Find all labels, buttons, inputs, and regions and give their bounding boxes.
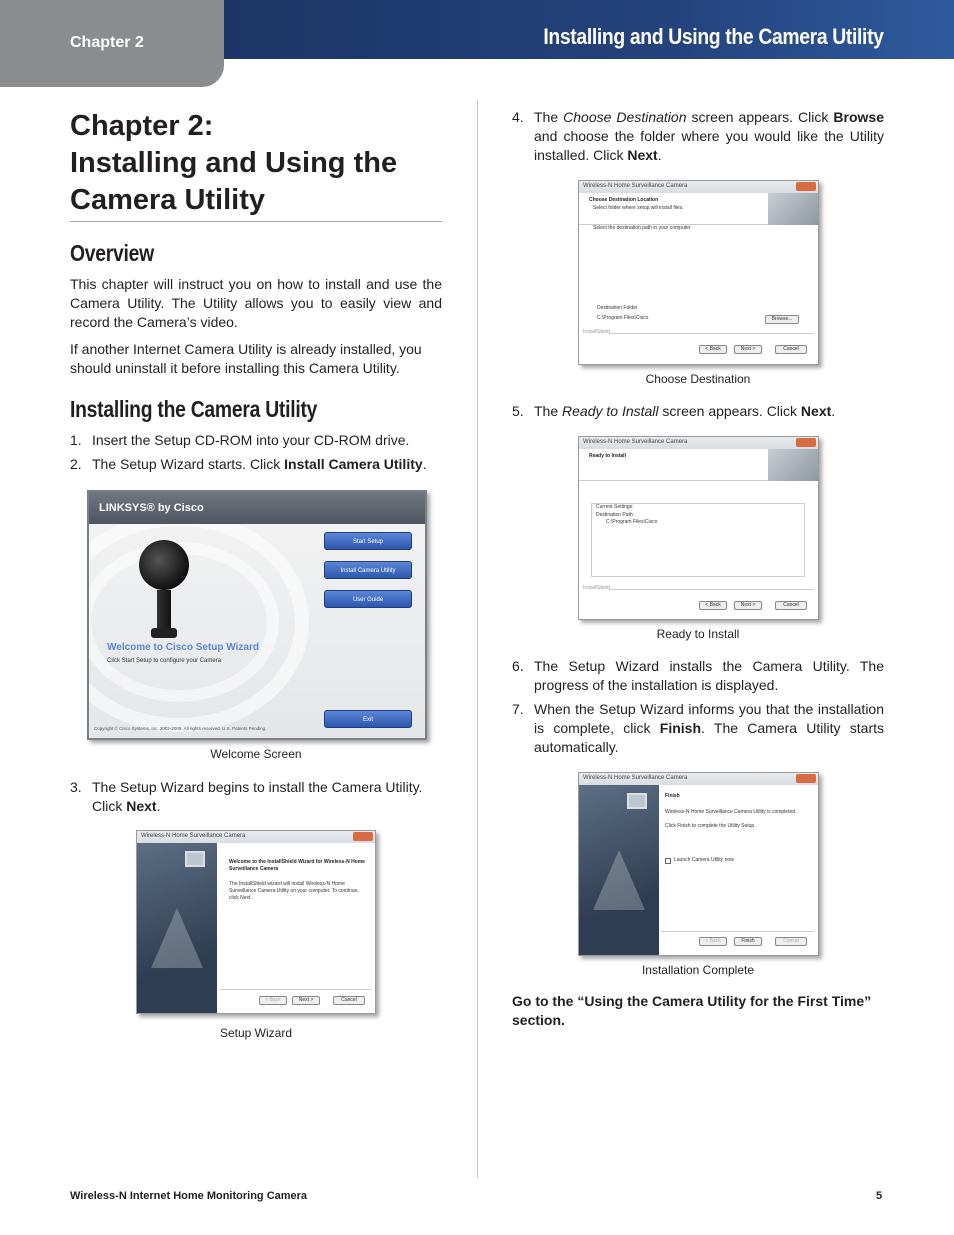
step-text: The Setup Wizard starts. Click	[92, 456, 285, 472]
close-icon	[796, 774, 816, 783]
computer-icon	[185, 851, 205, 867]
exit-button: Exit	[324, 710, 412, 728]
header-graphic	[768, 449, 818, 481]
start-setup-button: Start Setup	[324, 532, 412, 550]
left-column	[70, 108, 442, 474]
wizard-side-panel	[137, 843, 217, 1013]
close-icon	[353, 832, 373, 841]
choose-heading: Choose Destination Location	[589, 197, 659, 203]
step-bold: Next	[126, 798, 157, 814]
wizard-side-panel	[579, 785, 659, 955]
window-titlebar	[579, 437, 818, 449]
page-number: 5	[876, 1190, 883, 1202]
back-button: < Back	[699, 345, 727, 354]
user-guide-button: User Guide	[324, 590, 412, 608]
window-title: Wireless-N Home Surveillance Camera	[583, 775, 688, 781]
step-text: .	[657, 147, 662, 163]
footer-product: Wireless-N Internet Home Monitoring Camera	[70, 1190, 308, 1202]
sail-graphic	[151, 908, 203, 968]
step-number: 1.	[70, 432, 82, 448]
setup-heading: Welcome to the InstallShield Wizard for Wireless-N Home Surveillance Camera	[229, 859, 365, 872]
step-number: 3.	[70, 779, 82, 795]
step-3	[70, 778, 442, 816]
chapter-tab	[0, 0, 224, 87]
overview-paragraph-1: This chapter will instruct you on how to install and use the Camera Utility. The Utility allows you to easily view and record the Camera’s video.	[70, 276, 442, 330]
step-5	[512, 402, 884, 421]
step-text: The Setup Wizard begins to install the Camera Utility. Click	[92, 779, 423, 814]
right-steps-6-7	[512, 657, 884, 757]
step-text: .	[422, 456, 427, 472]
step-2	[70, 455, 442, 474]
destination-path-label: Destination Path:	[596, 512, 635, 518]
step-bold: Browse	[833, 109, 884, 125]
step-bold: Finish	[659, 720, 702, 736]
header-graphic	[768, 193, 818, 225]
step-text: The Setup Wizard installs the Camera Utility. The progress of the installation is displayed.	[534, 658, 884, 693]
welcome-sub: Click Start Setup to configure your Camera	[107, 658, 222, 664]
next-button: Next >	[734, 601, 762, 610]
finish-button: Finish	[734, 937, 762, 946]
installshield-label: InstallShield	[583, 585, 610, 591]
step-4	[512, 108, 884, 165]
launch-checkbox	[665, 858, 671, 864]
setup-wizard-image	[136, 830, 376, 1014]
step-text: screen appears. Click	[658, 403, 801, 419]
page-title	[70, 108, 442, 222]
install-heading: Installing the Camera Utility	[70, 396, 318, 422]
launch-checkbox-label: Launch Camera Utility now	[674, 857, 734, 863]
step-number: 2.	[70, 456, 82, 472]
destination-folder-value: C:\Program Files\Cisco	[597, 315, 649, 321]
separator	[219, 989, 371, 990]
camera-icon	[139, 540, 189, 590]
step-text: The	[534, 403, 563, 419]
next-button: Next >	[734, 345, 762, 354]
cancel-button: Cancel	[775, 601, 807, 610]
window-titlebar	[137, 831, 375, 843]
setup-caption: Setup Wizard	[219, 1026, 293, 1040]
step-text: .	[156, 798, 161, 814]
finish-line-1: Wireless-N Home Surveillance Camera Utility is completed.	[665, 809, 797, 815]
cancel-button: Cancel	[333, 996, 365, 1005]
linksys-logo: LINKSYS® by Cisco	[99, 502, 204, 514]
step-italic: Ready to Install	[562, 403, 659, 419]
title-line-1: Chapter 2:	[70, 110, 214, 142]
step-number: 4.	[512, 109, 524, 125]
ready-caption: Ready to Install	[656, 627, 740, 641]
browse-button: Browse...	[765, 315, 799, 324]
goto-note: Go to the “Using the Camera Utility for the First Time” section.	[512, 993, 872, 1028]
camera-base	[151, 628, 177, 638]
right-steps	[512, 108, 884, 165]
overview-paragraph-2: If another Internet Camera Utility is already installed, you should uninstall it before installing this Camera Utility.	[70, 341, 422, 376]
separator	[609, 589, 814, 590]
step-text: When the Setup Wizard informs you that the installation is complete, click	[534, 701, 884, 736]
welcome-copyright: Copyright © Cisco Systems, Inc. 2002-2009. All rights reserved. U.S. Patents Pending.	[94, 726, 267, 731]
right-steps-5	[512, 402, 884, 421]
step-text: and choose the folder where you would like the Utility installed. Click	[534, 128, 884, 163]
ready-to-install-image	[578, 436, 819, 620]
computer-icon	[627, 793, 647, 809]
cancel-button: Cancel	[775, 937, 807, 946]
step-bold: Install Camera Utility	[284, 456, 423, 472]
sail-graphic	[593, 850, 645, 910]
step-6	[512, 657, 884, 695]
column-divider	[477, 100, 478, 1178]
choose-sub: Select folder where setup will install files.	[593, 205, 684, 211]
cancel-button: Cancel	[775, 345, 807, 354]
step-text: .	[831, 403, 836, 419]
step-text: The	[534, 109, 564, 125]
chapter-label: Chapter 2	[70, 34, 144, 51]
settings-box	[591, 503, 805, 577]
header-bar	[224, 0, 954, 59]
title-line-2: Installing and Using the	[70, 147, 398, 179]
step-italic: Choose Destination	[563, 109, 687, 125]
step-7	[512, 700, 884, 757]
window-title: Wireless-N Home Surveillance Camera	[583, 183, 688, 189]
finish-heading: Finish	[665, 793, 680, 799]
current-settings-label: Current Settings:	[596, 504, 634, 510]
window-titlebar	[579, 773, 818, 785]
back-button: < Back	[699, 601, 727, 610]
separator	[609, 333, 814, 334]
next-button: Next >	[292, 996, 320, 1005]
welcome-screen-image	[87, 490, 427, 740]
back-button: < Back	[699, 937, 727, 946]
close-icon	[796, 182, 816, 191]
window-titlebar	[579, 181, 818, 193]
installation-complete-image	[578, 772, 819, 956]
install-steps-cont	[70, 778, 442, 816]
title-line-3: Camera Utility	[70, 184, 266, 216]
choose-destination-image	[578, 180, 819, 365]
camera-stand	[157, 590, 171, 630]
window-title: Wireless-N Home Surveillance Camera	[583, 439, 688, 445]
step-number: 6.	[512, 658, 524, 674]
step-text: Insert the Setup CD-ROM into your CD-ROM drive.	[92, 432, 410, 448]
step-bold: Next	[627, 147, 658, 163]
step-text: . The Camera Utility starts automatically.	[534, 720, 885, 755]
step-number: 7.	[512, 701, 524, 717]
welcome-caption: Welcome Screen	[210, 747, 302, 761]
welcome-heading: Welcome to Cisco Setup Wizard	[107, 642, 259, 653]
choose-instructions: Select the destination path in your computer	[593, 225, 691, 231]
ready-heading: Ready to Install	[589, 453, 626, 459]
overview-heading: Overview	[70, 240, 154, 266]
installshield-label: InstallShield	[583, 329, 610, 335]
install-steps	[70, 431, 442, 474]
back-button: < Back	[259, 996, 287, 1005]
install-camera-utility-button: Install Camera Utility	[324, 561, 412, 579]
step-text: screen appears. Click	[686, 109, 834, 125]
step-bold: Next	[800, 403, 832, 419]
window-title: Wireless-N Home Surveillance Camera	[141, 833, 246, 839]
complete-caption: Installation Complete	[641, 963, 755, 977]
step-1	[70, 431, 442, 450]
separator	[661, 931, 814, 932]
section-title: Installing and Using the Camera Utility	[543, 24, 884, 49]
setup-body: The InstallShield wizard will install Wireless-N Home Surveillance Camera Utility on your computer. To continue, click Next.	[229, 881, 359, 901]
finish-line-2: Click Finish to complete the Utility Setup.	[665, 823, 756, 829]
destination-path-value: C:\Program Files\Cisco	[606, 519, 658, 525]
choose-caption: Choose Destination	[645, 372, 751, 386]
step-number: 5.	[512, 403, 524, 419]
close-icon	[796, 438, 816, 447]
destination-folder-label: Destination Folder	[597, 305, 638, 311]
